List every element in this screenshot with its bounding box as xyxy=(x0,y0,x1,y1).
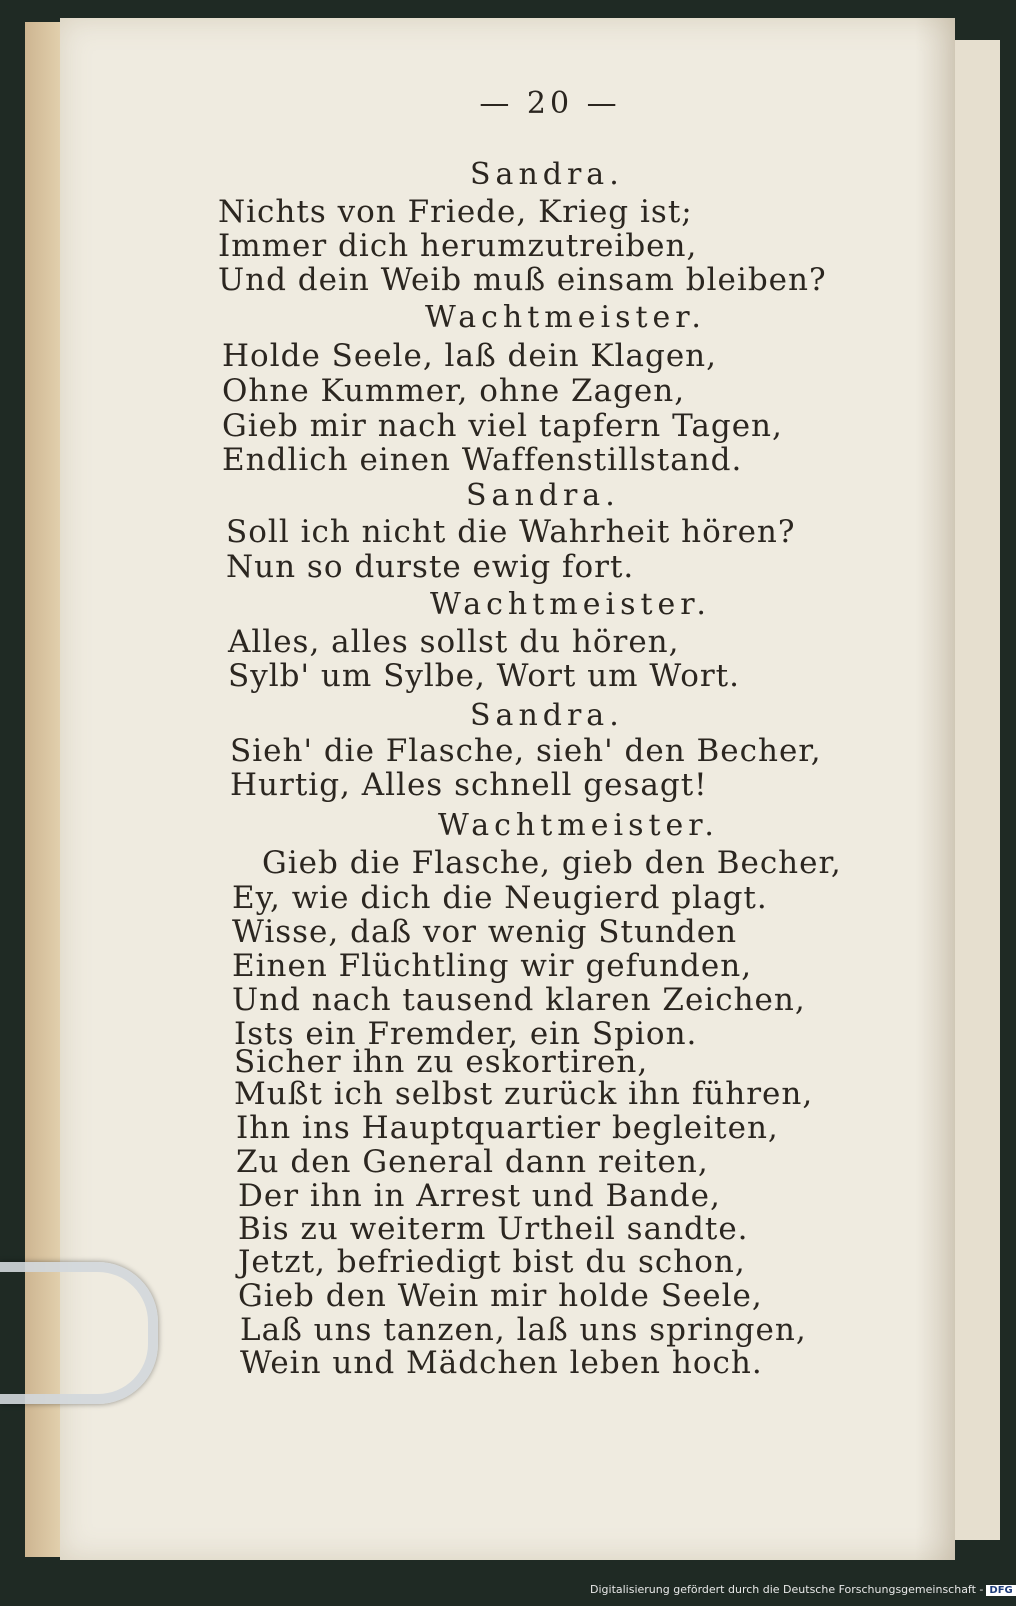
verse-line: Gieb mir nach viel tapfern Tagen, xyxy=(222,408,783,444)
verse-line: Sylb' um Sylbe, Wort um Wort. xyxy=(228,658,740,694)
verse-line: Wisse, daß vor wenig Stunden xyxy=(232,914,738,950)
page-number: — 20 — xyxy=(479,86,621,121)
dfg-logo: DFG xyxy=(986,1585,1015,1596)
verse-line: Nun so durste ewig fort. xyxy=(226,549,635,585)
verse-line: Alles, alles sollst du hören, xyxy=(228,624,680,660)
speaker-name: Wachtmeister. xyxy=(430,587,711,622)
speaker-name: Sandra. xyxy=(470,698,624,733)
verse-line: Endlich einen Waffenstillstand. xyxy=(222,442,743,478)
verse-line: Ihn ins Hauptquartier begleiten, xyxy=(236,1110,779,1146)
verse-line: Und nach tausend klaren Zeichen, xyxy=(232,982,806,1018)
verse-line: Und dein Weib muß einsam bleiben? xyxy=(218,262,827,298)
verse-line: Nichts von Friede, Krieg ist; xyxy=(218,194,693,230)
verse-line: Gieb die Flasche, gieb den Becher, xyxy=(262,845,842,881)
verse-line: Wein und Mädchen leben hoch. xyxy=(240,1345,763,1381)
speaker-name: Sandra. xyxy=(466,478,620,513)
speaker-name: Wachtmeister. xyxy=(425,300,706,335)
footer-text: Digitalisierung gefördert durch die Deutsche Forschungsgemeinschaft - xyxy=(590,1583,984,1596)
verse-line: Ey, wie dich die Neugierd plagt. xyxy=(232,880,768,916)
verse-line: Hurtig, Alles schnell gesagt! xyxy=(230,767,708,803)
speaker-name: Sandra. xyxy=(470,157,624,192)
verse-line: Ists ein Fremder, ein Spion. xyxy=(234,1016,698,1052)
verse-line: Mußt ich selbst zurück ihn führen, xyxy=(234,1076,814,1112)
verse-line: Sicher ihn zu eskortiren, xyxy=(234,1044,649,1080)
verse-line: Soll ich nicht die Wahrheit hören? xyxy=(226,514,796,550)
footer-credit xyxy=(590,1583,1016,1596)
verse-line: Immer dich herumzutreiben, xyxy=(218,228,698,264)
verse-line: Einen Flüchtling wir gefunden, xyxy=(232,948,753,984)
page-clip xyxy=(0,1262,158,1404)
speaker-name: Wachtmeister. xyxy=(438,808,719,843)
verse-line: Jetzt, befriedigt bist du schon, xyxy=(238,1244,746,1280)
verse-line: Sieh' die Flasche, sieh' den Becher, xyxy=(230,733,822,769)
verse-line: Bis zu weiterm Urtheil sandte. xyxy=(238,1211,749,1247)
verse-line: Laß uns tanzen, laß uns springen, xyxy=(240,1312,807,1348)
verse-line: Gieb den Wein mir holde Seele, xyxy=(238,1278,763,1314)
verse-line: Holde Seele, laß dein Klagen, xyxy=(222,338,717,374)
verse-line: Zu den General dann reiten, xyxy=(236,1144,709,1180)
verse-line: Der ihn in Arrest und Bande, xyxy=(238,1178,721,1214)
verse-line: Ohne Kummer, ohne Zagen, xyxy=(222,373,686,409)
